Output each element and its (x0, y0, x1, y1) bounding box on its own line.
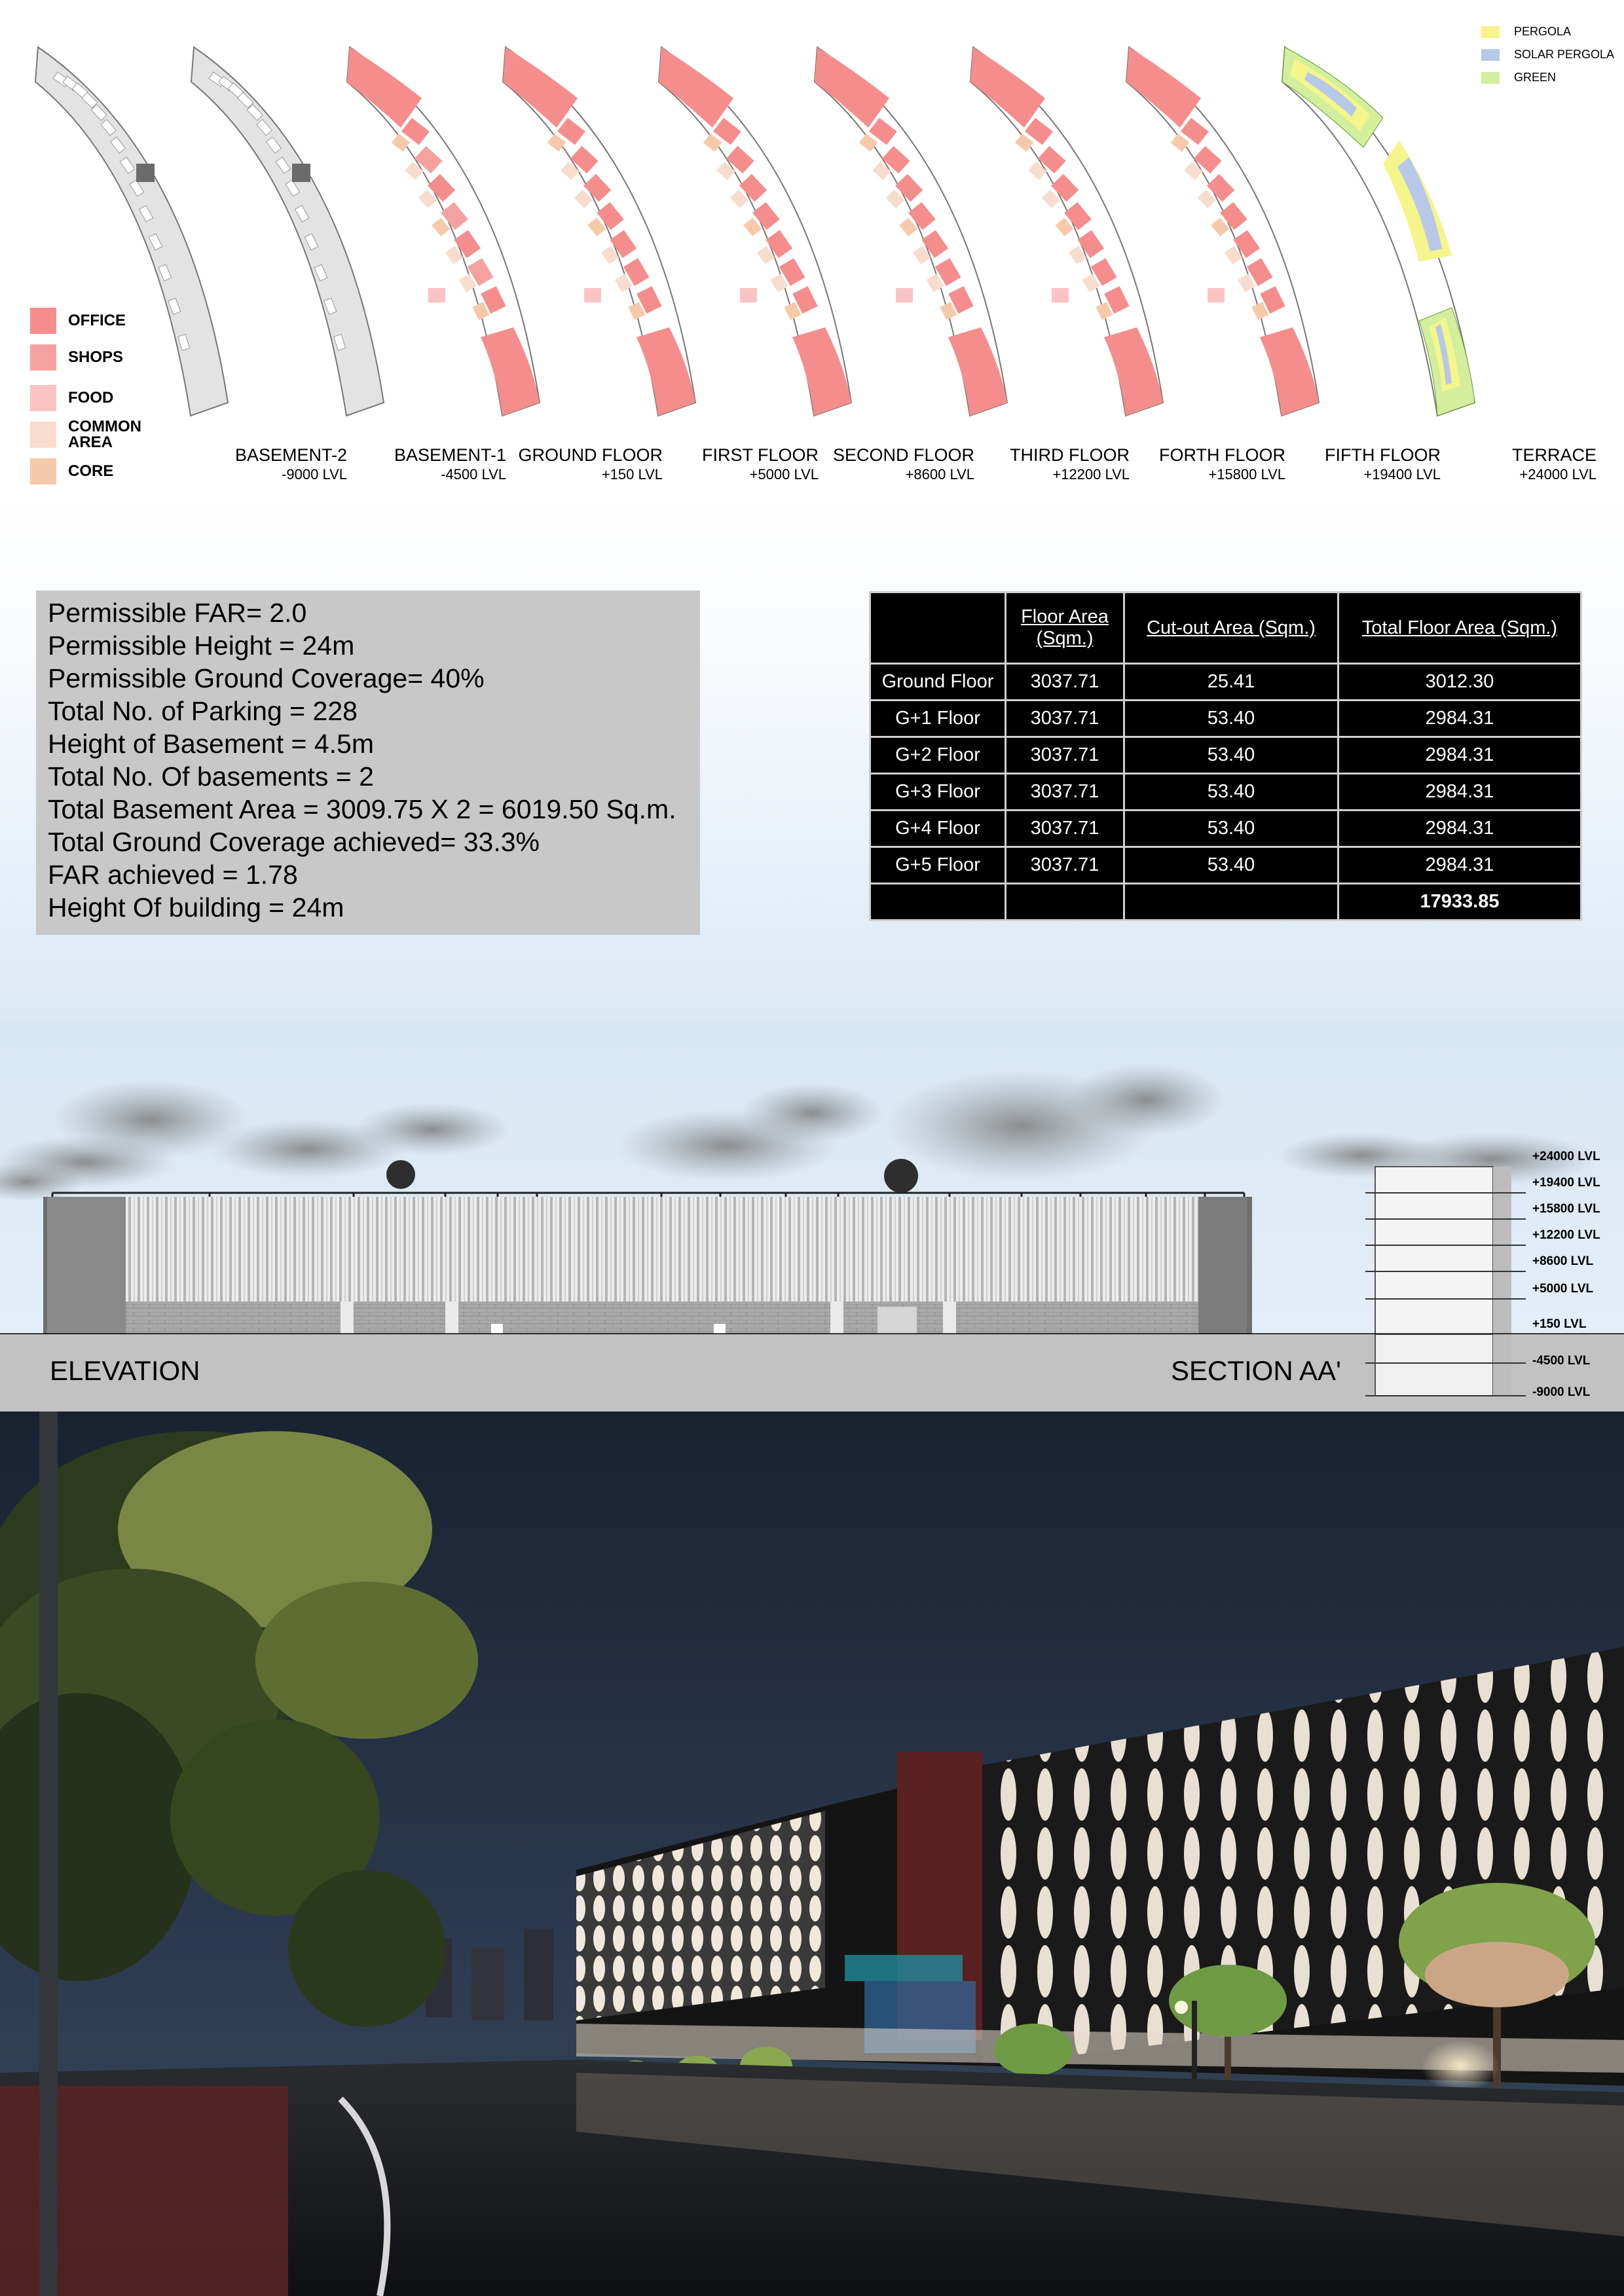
section-title: SECTION AA' (1171, 1355, 1342, 1386)
section-level-label: +15800 LVL (1532, 1202, 1600, 1216)
table-cell: 3037.71 (1006, 847, 1124, 884)
section-level-label: +19400 LVL (1532, 1176, 1600, 1190)
floor-level: +8600 LVL (905, 466, 974, 483)
legend-item-office (30, 308, 126, 334)
floor-name: FIRST FLOOR (701, 445, 819, 465)
floor-label-forth-floor (1115, 445, 1285, 484)
section-basement-drawing (1336, 1334, 1532, 1412)
elevation-drawing (0, 1021, 1624, 1336)
table-total-cell: 17933.85 (1338, 884, 1581, 920)
elevation-section-panel (0, 1021, 1624, 1336)
section-level-label: +12200 LVL (1532, 1228, 1600, 1242)
legend-swatch (30, 308, 56, 334)
parameter-line: Permissible Ground Coverage= 40% (48, 663, 485, 693)
floor-name: BASEMENT-2 (234, 445, 347, 465)
floor-name: SECOND FLOOR (832, 445, 974, 465)
floor-level: +15800 LVL (1208, 466, 1285, 483)
elevation-title: ELEVATION (50, 1355, 200, 1386)
parameter-line: Permissible Height = 24m (48, 630, 355, 661)
area-statement-panel (0, 498, 1624, 1021)
legend-swatch (30, 344, 56, 371)
parameter-line: Total Basement Area = 3009.75 X 2 = 6019.50 Sq.m. (48, 794, 676, 824)
table-total-row (870, 884, 1581, 920)
table-cell: 2984.31 (1338, 811, 1581, 847)
floor-label-first-floor (648, 445, 819, 484)
floor-label-fifth-floor (1270, 445, 1441, 484)
floor-name: FIFTH FLOOR (1325, 445, 1441, 465)
table-cell: 3037.71 (1006, 701, 1124, 737)
legend-swatch (1481, 72, 1500, 84)
table-row (870, 737, 1581, 774)
floor-label-basement-2 (177, 445, 347, 484)
legend-swatch (30, 385, 56, 411)
table-cell: 53.40 (1124, 811, 1338, 847)
section-level-label: -4500 LVL (1532, 1354, 1591, 1368)
parameter-line: Height Of building = 24m (48, 892, 344, 922)
table-cell: 53.40 (1124, 774, 1338, 811)
floor-level: -4500 LVL (441, 466, 506, 483)
legend-item-green (1481, 71, 1556, 84)
table-cell: 2984.31 (1338, 737, 1581, 774)
legend-item-core (30, 458, 113, 484)
section-level-label: +24000 LVL (1532, 1150, 1600, 1163)
table-cell: 3037.71 (1006, 664, 1124, 701)
legend-item-food (30, 385, 113, 411)
table-cell: 3012.30 (1338, 664, 1581, 701)
floor-label-basement-1 (336, 445, 506, 484)
table-row (870, 811, 1581, 847)
legend-item-solar-pergola (1481, 48, 1614, 62)
floor-level: +24000 LVL (1519, 466, 1596, 483)
table-row (870, 847, 1581, 884)
table-cell: G+5 Floor (870, 847, 1006, 884)
floor-plan-drawings (0, 0, 1624, 458)
table-cell: 25.41 (1124, 664, 1338, 701)
floor-level: +150 LVL (601, 466, 663, 483)
table-row (870, 701, 1581, 737)
legend-label: CORE (68, 462, 114, 480)
table-header-cell: Total Floor Area (Sqm.) (1338, 592, 1581, 664)
table-cell: 53.40 (1124, 701, 1338, 737)
table-cell: 2984.31 (1338, 847, 1581, 884)
table-cell: G+4 Floor (870, 811, 1006, 847)
legend-item-common-area (30, 419, 153, 450)
legend-label: COMMON AREA (68, 418, 141, 451)
table-row (870, 664, 1581, 701)
parameter-line: Permissible FAR= 2.0 (48, 598, 307, 628)
floor-level: -9000 LVL (282, 466, 347, 483)
table-header-cell: Floor Area (Sqm.) (1006, 592, 1124, 664)
table-header-cell: Cut-out Area (Sqm.) (1124, 592, 1338, 664)
table-row (870, 774, 1581, 811)
legend-label: SHOPS (68, 348, 124, 366)
clouds (0, 1064, 1598, 1201)
section-level-label: +5000 LVL (1532, 1282, 1594, 1296)
legend-swatch (30, 458, 56, 484)
table-cell: 3037.71 (1006, 811, 1124, 847)
legend-item-pergola (1481, 25, 1571, 39)
parameter-line: Total No. of Parking = 228 (48, 696, 358, 726)
legend-item-shops (30, 344, 123, 371)
parameter-line: FAR achieved = 1.78 (48, 860, 298, 890)
legend-label: GREEN (1514, 71, 1557, 84)
table-cell: G+2 Floor (870, 737, 1006, 774)
night-render-image (0, 1412, 1624, 2296)
floor-area-table (869, 591, 1582, 921)
table-cell: 53.40 (1124, 737, 1338, 774)
legend-label: FOOD (68, 389, 114, 407)
section-level-label: -9000 LVL (1532, 1385, 1591, 1399)
table-cell: 2984.31 (1338, 774, 1581, 811)
floor-plans-panel (0, 0, 1624, 498)
floor-name: TERRACE (1511, 445, 1596, 465)
table-cell: G+1 Floor (870, 701, 1006, 737)
parameters-box (36, 591, 700, 935)
floor-label-terrace (1426, 445, 1596, 484)
legend-label: OFFICE (68, 312, 126, 329)
floor-label-second-floor (804, 445, 974, 484)
table-cell (870, 884, 1006, 920)
floor-level: +19400 LVL (1363, 466, 1441, 483)
legend-swatch (1481, 49, 1500, 61)
legend-swatch (1481, 26, 1500, 38)
parameter-line: Height of Basement = 4.5m (48, 729, 374, 759)
floor-label-ground-floor (492, 445, 663, 484)
elevation-caption-strip (0, 1334, 1624, 1412)
floor-level: +5000 LVL (749, 466, 819, 483)
table-cell: Ground Floor (870, 664, 1006, 701)
building-elevation (43, 1193, 1252, 1334)
table-cell (1124, 884, 1338, 920)
table-header-row (870, 592, 1581, 664)
table-cell (1006, 884, 1124, 920)
render-illustration (0, 1412, 1624, 2296)
floor-name: GROUND FLOOR (518, 445, 663, 465)
section-drawing (1365, 1167, 1526, 1334)
legend-swatch (30, 422, 56, 448)
section-level-label: +8600 LVL (1532, 1254, 1594, 1268)
floor-level: +12200 LVL (1052, 466, 1130, 483)
floor-label-third-floor (959, 445, 1130, 484)
section-level-label: +150 LVL (1532, 1317, 1587, 1331)
table-header-cell (870, 592, 1006, 664)
floor-name: BASEMENT-1 (394, 445, 506, 465)
legend-label: PERGOLA (1514, 25, 1572, 38)
floor-name: FORTH FLOOR (1158, 445, 1285, 465)
legend-label: SOLAR PERGOLA (1514, 48, 1615, 61)
table-cell: 3037.71 (1006, 774, 1124, 811)
table-cell: 2984.31 (1338, 701, 1581, 737)
table-cell: 53.40 (1124, 847, 1338, 884)
table-cell: 3037.71 (1006, 737, 1124, 774)
table-cell: G+3 Floor (870, 774, 1006, 811)
parameter-line: Total Ground Coverage achieved= 33.3% (48, 827, 540, 857)
parameter-line: Total No. Of basements = 2 (48, 761, 374, 792)
floor-name: THIRD FLOOR (1009, 445, 1130, 465)
